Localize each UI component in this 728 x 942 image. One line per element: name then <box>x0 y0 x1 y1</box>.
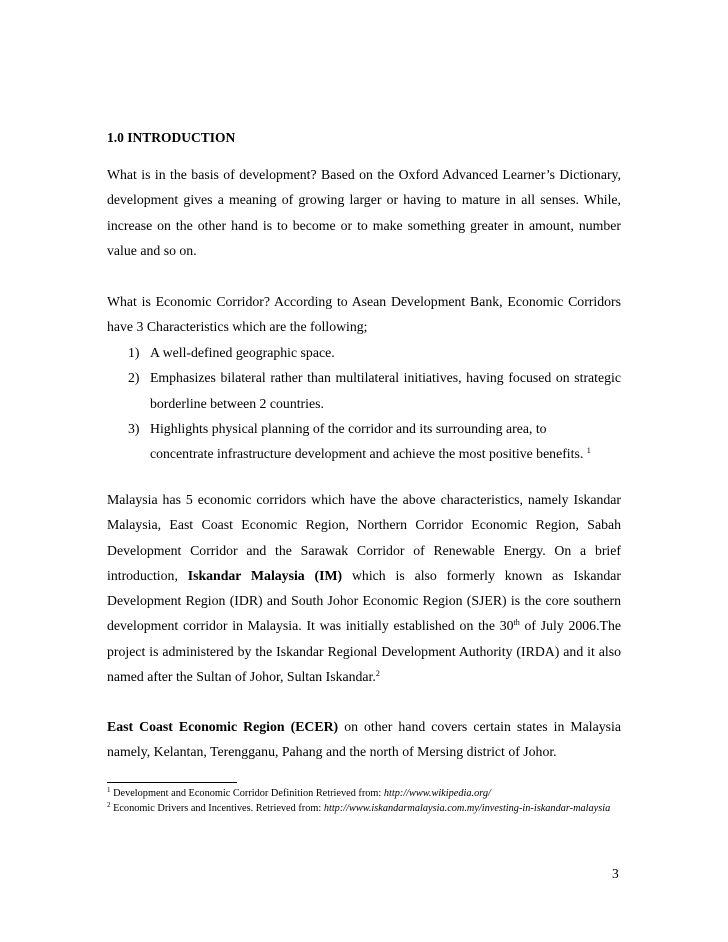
characteristics-list <box>128 340 621 466</box>
footnote <box>107 786 621 801</box>
paragraph-text: of July 2006.The project is administered by the Iskandar Regional Development Authority (IRDA) and it also named after the Sultan of Johor, Sultan Iskandar. <box>107 618 621 685</box>
footnote-text: Development and Economic Corridor Definition Retrieved from: <box>110 788 384 799</box>
footnote-number: 2 <box>107 801 111 809</box>
section-heading: 1.0 INTRODUCTION <box>107 130 236 145</box>
paragraph-text: which is also formerly known as Iskandar Development Region (IDR) and South Johor Economic Region (SJER) is the core southern development corridor in Malaysia. It was initially established on the 30 <box>107 567 622 634</box>
page-number: 3 <box>612 866 619 881</box>
footnote-url[interactable]: http://www.wikipedia.org/ <box>383 788 491 799</box>
paragraph-economic-corridor: What is Economic Corridor? According to Asean Development Bank, Economic Corridors have 3 Characteristics which are the following; <box>107 294 621 335</box>
footnote-text: Economic Drivers and Incentives. Retrieved from: <box>110 803 324 814</box>
paragraph-text: on other hand covers certain states in Malaysia namely, Kelantan, Terengganu, Pahang and the north of Mersing district of Johor. <box>107 719 621 760</box>
paragraph-text: Malaysia has 5 economic corridors which have the above characteristics, namely Iskandar Malaysia, East Coast Economic Region, Northern Corridor Economic Region, Sabah Development Corridor and the Sarawak Corridor of Renewable Energy. On a brief introduction, <box>107 492 621 583</box>
footnote-ref[interactable]: 2 <box>375 669 380 679</box>
footnotes <box>107 786 621 816</box>
list-item-text: Emphasizes bilateral rather than multilateral initiatives, having focused on strategic borderline between 2 countries. <box>150 370 621 411</box>
list-item-text: A well-defined geographic space. <box>150 345 335 360</box>
paragraph-ecer <box>107 714 621 765</box>
footnote-divider <box>107 782 237 783</box>
footnote <box>107 801 621 816</box>
list-item-text-continued: concentrate infrastructure development and achieve the most positive benefits. <box>150 446 584 462</box>
list-item <box>128 340 621 365</box>
paragraph-malaysia-corridors <box>107 487 621 689</box>
footnote-url[interactable]: http://www.iskandarmalaysia.com.my/investing-in-iskandar-malaysia <box>323 803 611 814</box>
ordinal-suffix: th <box>513 618 520 628</box>
bold-term-ecer: East Coast Economic Region (ECER) <box>107 719 339 734</box>
list-item-text: Highlights physical planning of the corridor and its surrounding area, to <box>150 420 547 436</box>
paragraph-development: What is in the basis of development? Based on the Oxford Advanced Learner’s Dictionary, development gives a meaning of growing larger or having to mature in all senses. While, increase on the other hand is to become or to make something greater in amount, number value and so on. <box>107 167 621 258</box>
list-item-number: 2) <box>128 370 140 386</box>
footnote-ref[interactable]: 1 <box>586 446 591 456</box>
list-item <box>128 365 621 416</box>
list-item-number: 1) <box>128 345 140 360</box>
footnote-number: 1 <box>107 786 111 794</box>
list-item <box>128 416 621 467</box>
bold-term-iskandar: Iskandar Malaysia (IM) <box>187 567 343 583</box>
list-item-number: 3) <box>128 420 140 436</box>
